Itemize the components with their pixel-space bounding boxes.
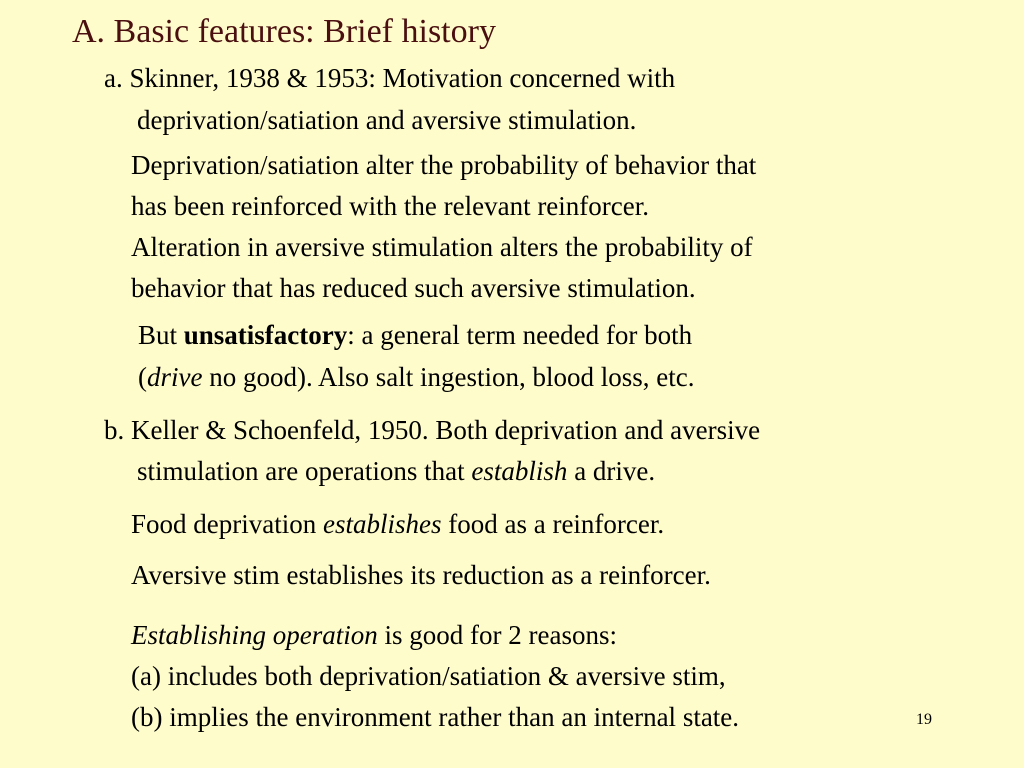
drive-line [138,357,694,397]
slide-title: A. Basic features: Brief history [72,13,496,50]
slide-number: 19 [916,711,932,728]
section-b-heading-line2 [137,451,655,491]
aversive-stim-line: Aversive stim establishes its reduction as a reinforcer. [131,560,711,590]
establishing-operation-suffix: is good for 2 reasons: [377,620,617,650]
section-b-heading-prefix: stimulation are operations that [137,456,472,486]
reason-a-line: (a) includes both deprivation/satiation & aversive stim, [131,661,726,691]
section-a-heading-line2: deprivation/satiation and aversive stimulation. [137,105,637,135]
establish-term: establish [471,456,568,486]
section-b-heading-suffix: a drive. [567,456,656,486]
deprivation-paragraph-line2: has been reinforced with the relevant reinforcer. [131,191,649,221]
drive-open-paren: ( [138,362,147,392]
food-prefix: Food deprivation [131,509,323,539]
establishing-operation-term: Establishing operation [131,620,378,650]
deprivation-paragraph-line4: behavior that has reduced such aversive stimulation. [131,273,696,303]
establishes-term: establishes [322,509,442,539]
unsatisfactory-prefix: But [138,320,184,350]
unsatisfactory-line [138,315,692,355]
drive-rest: no good). Also salt ingestion, blood loss, etc. [202,362,695,392]
food-deprivation-line [131,504,664,544]
drive-term: drive [147,362,203,392]
establishing-operation-line [131,615,617,655]
deprivation-paragraph-line1: Deprivation/satiation alter the probability of behavior that [131,150,757,180]
section-b-heading-line1: b. Keller & Schoenfeld, 1950. Both deprivation and aversive [104,415,761,445]
reason-b-line: (b) implies the environment rather than an internal state. [131,702,740,732]
section-a-heading-line1: a. Skinner, 1938 & 1953: Motivation concerned with [104,63,676,93]
food-suffix: food as a reinforcer. [441,509,665,539]
unsatisfactory-suffix: : a general term needed for both [347,320,693,350]
deprivation-paragraph-line3: Alteration in aversive stimulation alters the probability of [131,232,753,262]
unsatisfactory-term: unsatisfactory [183,320,348,350]
